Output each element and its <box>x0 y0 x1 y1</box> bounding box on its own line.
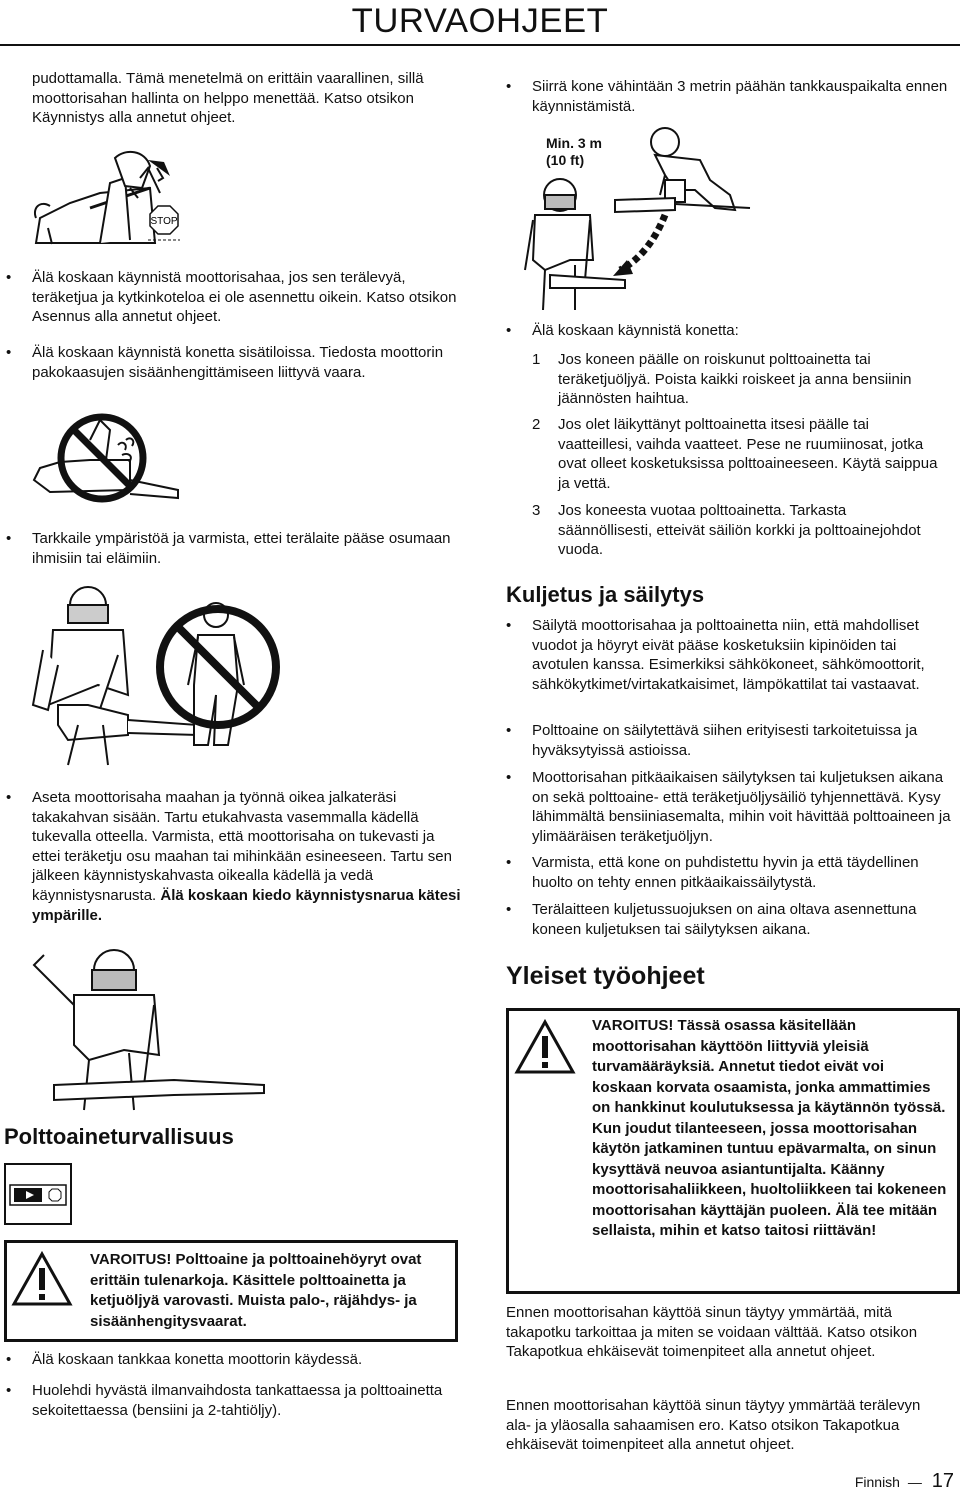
footer-language: Finnish <box>854 1474 900 1490</box>
page-footer: Finnish — 17 <box>854 1470 954 1492</box>
min-distance-label: Min. 3 m <box>546 135 603 151</box>
fuel-warning-text: VAROITUS! Polttoaine ja polttoainehöyryt ovat erittäin tulenarkoja. Käsittele polttoainetta ja ketjuöljyä varovasti. Muista palo-, räjähdys- ja sisäänhengitysvaarat. <box>90 1251 422 1330</box>
general-warning-text: VAROITUS! Tässä osassa käsitellään moottorisahan käyttöön liittyviä yleisiä turvamääräyksiä. Annetut tiedot eivät voi koskaan korvata osaamista, jonka ammattimies on hankkinut koulutuksessa ja käytännön työssä. Kun joudut tilanteeseen, jossa moottorisahan käytön jatkaminen tuntuu epävarmalta, on sinun kysyttävä neuvoa asiantuntijalta. Käänny moottorisahaliikkeen, huoltoliikkeen tai kokeneen moottorisahan käyttäjän puoleen. Älä tee mitään sellaista, mihin et katso taitosi riittävän! <box>592 1017 947 1239</box>
bystander-illustration <box>28 575 268 770</box>
list-item: • Huolehdi hyvästä ilmanvaihdosta tankattaessa ja polttoainetta sekoitettaessa (bensiini ja 2-tahtiöljy). <box>32 1381 452 1420</box>
bar-sawing-paragraph: Ennen moottorisahan käyttöä sinun täytyy ymmärtää terälevyn ala- ja yläosalla sahaamisen ero. Katso otsikon Takapotkua ehkäisevät toimenpiteet alla annetut ohjeet. <box>506 1397 921 1454</box>
transport-storage-heading: Kuljetus ja säilytys <box>506 582 705 607</box>
min-distance-label-ft: (10 ft) <box>546 152 585 168</box>
list-item: • Säilytä moottorisahaa ja polttoainetta niin, että mahdolliset vuodot ja höyryt eivät pääse kosketuksiin kipinöiden tai avotulen kanssa. Esimerkiksi sähkökoneet, sähkömoottorit, sähkökytkimet/virtakatkaisimet, lämpökattilat tai vastaavat. <box>532 616 952 694</box>
start-instructions: Aseta moottorisaha maahan ja työnnä oikea jalkateräsi takakahvan sisään. Tartu etukahvasta vasemmalla kädellä tukevalla otteella. Varmista, että moottorisaha on tukevasti ja ettei teräketju osu maahan tai mihinkään esineeseen. Tartu sen jälkeen käynnistyskahvasta oikealla kädellä ja vedä käynnistysnarusta. <box>32 789 452 904</box>
no-indoor-start-illustration <box>30 410 180 510</box>
page-header <box>0 0 960 48</box>
general-instructions-heading: Yleiset työohjeet <box>506 962 705 990</box>
item-number: 1 <box>532 351 541 368</box>
list-item: • Polttoaine on säilytettävä siihen erityisesti tarkoitetuissa ja hyväksytyissä astioissa. <box>532 721 952 760</box>
start-warning-emphasis: Älä koskaan kiedo käynnistysnarua kätesi ympärille. <box>32 886 461 924</box>
starting-position-illustration <box>14 935 264 1110</box>
fuel-safety-heading: Polttoaineturvallisuus <box>4 1124 234 1149</box>
list-item: • Siirrä kone vähintään 3 metrin päähän tankkauspaikalta ennen käynnistämistä. <box>532 77 952 116</box>
numbered-item <box>532 415 938 493</box>
list-item <box>32 788 462 925</box>
warning-triangle-icon <box>515 1020 575 1074</box>
list-item: • Varmista, että kone on puhdistettu hyvin ja että täydellinen huolto on tehty ennen pitkäaikaissäilytystä. <box>532 853 952 892</box>
page-number: 17 <box>931 1470 954 1492</box>
list-item: • Terälaitteen kuljetussuojuksen on aina oltava asennettuna koneen kuljetuksen tai säilytyksen aikana. <box>532 900 952 939</box>
kickback-paragraph: Ennen moottorisahan käyttöä sinun täytyy ymmärtää, mitä takapotku tarkoittaa ja miten se voidaan välttää. Katso otsikon Takapotkua ehkäisevät toimenpiteet alla annetut ohjeet. <box>506 1304 918 1361</box>
list-item: • Tarkkaile ympäristöä ja varmista, ettei terälaite pääse osumaan ihmisiin tai eläimiin. <box>32 529 462 568</box>
list-item: • Moottorisahan pitkäaikaisen säilytyksen tai kuljetuksen aikana on sekä polttoaine- että teräketjuöljysäiliö tyhjennettävä. Kysy lähimmältä bensiiniasemalta, mihin voit hävittää polttoaineen ja ylimääräisen teräketjuöljyn. <box>532 768 952 846</box>
list-item: • Älä koskaan käynnistä konetta sisätiloissa. Tiedosta moottorin pakokaasujen sisäänhengittämiseen liittyvä vaara. <box>32 343 462 382</box>
item-text: Jos olet läikyttänyt polttoainetta itsesi päälle tai vaatteillesi, vaihda vaatteet. Pese ne ruumiinosat, jotka ovat olleet kosketuksissa polttoaineeseen. Käytä saippua ja vettä. <box>558 416 938 492</box>
intro-paragraph: pudottamalla. Tämä menetelmä on erittäin vaarallinen, sillä moottorisahan hallinta on helppo menettää. Katso otsikon Käynnistys alla annetut ohjeet. <box>32 70 424 127</box>
item-text: Jos koneesta vuotaa polttoainetta. Tarkasta säännöllisesti, etteivät säiliön korkki ja polttoainejohdot vuoda. <box>558 502 921 559</box>
page-title: TURVAOHJEET <box>351 2 609 40</box>
item-number: 2 <box>532 416 541 433</box>
list-item: • Älä koskaan tankkaa konetta moottorin käydessä. <box>32 1350 452 1370</box>
fuel-stop-pictogram <box>4 1163 72 1225</box>
item-number: 3 <box>532 502 541 519</box>
stop-label: STOP <box>150 216 178 227</box>
numbered-item <box>532 350 938 409</box>
warning-triangle-icon <box>12 1252 72 1306</box>
stop-switch-illustration <box>30 148 190 258</box>
item-text: Jos koneen päälle on roiskunut polttoainetta tai teräketjuöljyä. Poista kaikki roiskeet ja anna bensiinin jäännösten haihtua. <box>558 351 912 408</box>
numbered-item <box>532 501 938 560</box>
refuel-distance-illustration <box>515 120 750 320</box>
list-item: • Älä koskaan käynnistä moottorisahaa, jos sen terälevyä, teräketjua ja kytkinkoteloa ei ole asennettu oikein. Katso otsikon Asennus alla annetut ohjeet. <box>32 268 462 327</box>
header-rule <box>0 44 960 46</box>
list-item: • Älä koskaan käynnistä konetta: <box>532 321 952 341</box>
